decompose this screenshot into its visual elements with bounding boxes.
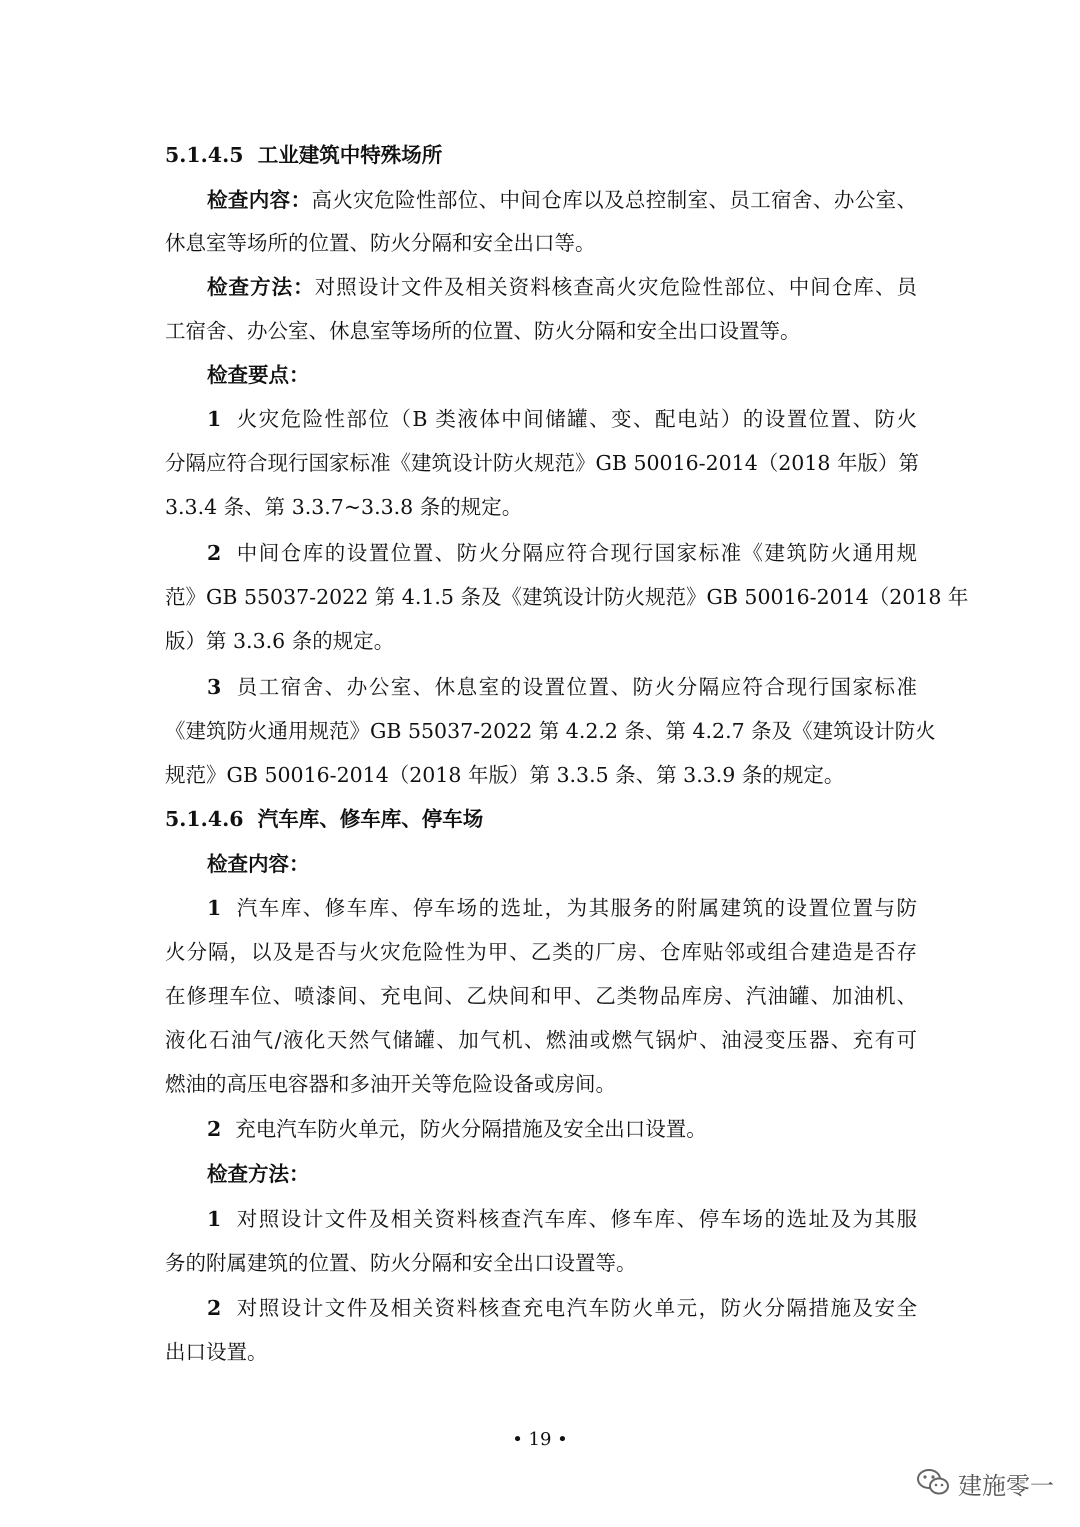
point-text: 《建筑防火通用规范》GB 55037-2022 第 4.2.2 条、第 4.2.7 条及《建筑设计防火 <box>165 719 936 743</box>
content-text: 休息室等场所的位置、防火分隔和安全出口等。 <box>165 231 596 255</box>
point-number: 3 <box>207 675 222 699</box>
point-1-line <box>207 404 917 434</box>
point-text: 中间仓库的设置位置、防火分隔应符合现行国家标准《建筑防火通用规 <box>235 541 917 565</box>
content-item-2-line <box>207 1114 917 1144</box>
section-title: 工业建筑中特殊场所 <box>257 143 443 167</box>
watermark <box>916 1467 1054 1504</box>
point-2-line <box>207 538 917 568</box>
content-paragraph-line <box>207 185 917 215</box>
item-text: 充电汽车防火单元，防火分隔措施及安全出口设置。 <box>235 1117 707 1141</box>
point-3-line <box>207 672 917 702</box>
section-heading-5-1-4-6 <box>165 804 917 834</box>
wechat-icon <box>916 1467 950 1504</box>
point-text: 分隔应符合现行国家标准《建筑设计防火规范》GB 50016-2014（2018 年版）第 <box>165 451 919 475</box>
watermark-text: 建施零一 <box>958 1471 1054 1500</box>
item-number: 2 <box>207 1296 222 1320</box>
method-paragraph-line <box>207 272 917 302</box>
item-text: 液化石油气/液化天然气储罐、加气机、燃油或燃气锅炉、油浸变压器、充有可 <box>165 1028 917 1052</box>
content-label: 检查内容： <box>207 852 310 876</box>
content-label: 检查内容： <box>207 188 312 212</box>
item-text: 在修理车位、喷漆间、充电间、乙炔间和甲、乙类物品库房、汽油罐、加油机、 <box>165 984 917 1008</box>
item-number: 1 <box>207 896 222 920</box>
method-item-2-line <box>207 1293 917 1323</box>
point-number: 2 <box>207 541 222 565</box>
item-text: 出口设置。 <box>165 1340 268 1364</box>
method-text: 对照设计文件及相关资料核查高火灾危险性部位、中间仓库、员 <box>314 275 917 299</box>
method-text: 工宿舍、办公室、休息室等场所的位置、防火分隔和安全出口设置等。 <box>165 319 801 343</box>
section-heading-5-1-4-5 <box>165 140 917 170</box>
method-label: 检查方法： <box>207 1162 310 1186</box>
section-title: 汽车库、修车库、停车场 <box>257 807 484 831</box>
item-number: 2 <box>207 1117 222 1141</box>
method-item-1-line <box>207 1204 917 1234</box>
point-text: 规范》GB 50016-2014（2018 年版）第 3.3.5 条、第 3.3.9 条的规定。 <box>165 763 845 787</box>
point-text: 版）第 3.3.6 条的规定。 <box>165 629 395 653</box>
point-number: 1 <box>207 407 222 431</box>
item-number: 1 <box>207 1207 222 1231</box>
points-label: 检查要点： <box>207 363 310 387</box>
page-number: • 19 • <box>512 1429 568 1450</box>
content-text: 高火灾危险性部位、中间仓库以及总控制室、员工宿舍、办公室、 <box>311 188 918 212</box>
item-text: 火分隔，以及是否与火灾危险性为甲、乙类的厂房、仓库贴邻或组合建造是否存 <box>165 940 917 964</box>
item-text: 对照设计文件及相关资料核查充电汽车防火单元，防火分隔措施及安全 <box>235 1296 917 1320</box>
point-text: 火灾危险性部位（B 类液体中间储罐、变、配电站）的设置位置、防火 <box>235 407 917 431</box>
point-text: 3.3.4 条、第 3.3.7~3.3.8 条的规定。 <box>165 495 523 519</box>
content-item-1-line <box>207 893 917 923</box>
item-text: 燃油的高压电容器和多油开关等危险设备或房间。 <box>165 1072 616 1096</box>
item-text: 汽车库、修车库、停车场的选址，为其服务的附属建筑的设置位置与防 <box>235 896 917 920</box>
point-text: 范》GB 55037-2022 第 4.1.5 条及《建筑设计防火规范》GB 50016-2014（2018 年 <box>165 585 969 609</box>
item-text: 务的附属建筑的位置、防火分隔和安全出口设置等。 <box>165 1251 637 1275</box>
item-text: 对照设计文件及相关资料核查汽车库、修车库、停车场的选址及为其服 <box>235 1207 917 1231</box>
point-text: 员工宿舍、办公室、休息室的设置位置、防火分隔应符合现行国家标准 <box>235 675 917 699</box>
section-number: 5.1.4.5 <box>165 143 244 167</box>
method-label: 检查方法： <box>207 275 315 299</box>
section-number: 5.1.4.6 <box>165 807 244 831</box>
